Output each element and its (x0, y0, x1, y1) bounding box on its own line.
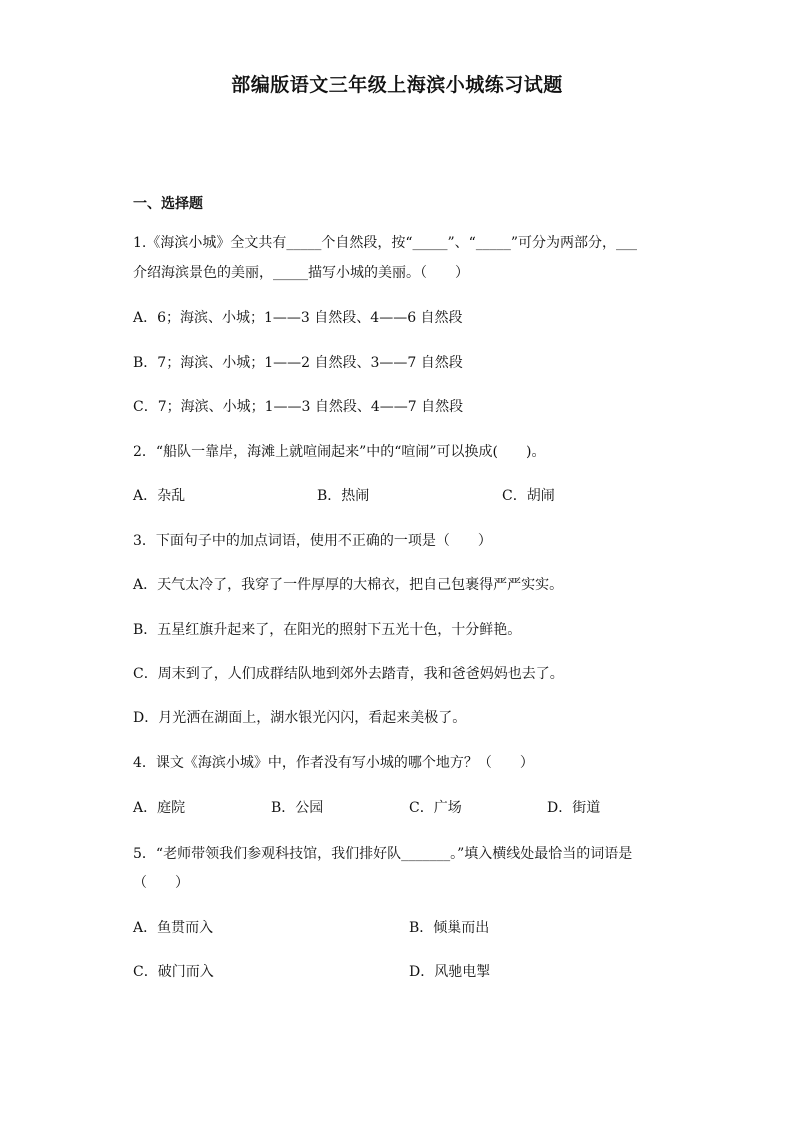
q4-option-b: B．公园 (271, 800, 324, 816)
q5-option-b: B．倾巢而出 (409, 920, 490, 936)
q3-option-c: C．周末到了，人们成群结队地到郊外去踏青，我和爸爸妈妈也去了。 (133, 666, 564, 682)
q3-stem: 3．下面句子中的加点词语，使用不正确的一项是（ ） (133, 533, 492, 549)
q1-option-b: B．7；海滨、小城；1——2 自然段、3——7 自然段 (133, 355, 463, 371)
q3-option-d: D．月光洒在湖面上，湖水银光闪闪，看起来美极了。 (133, 710, 467, 726)
q2-option-b: B．热闹 (317, 488, 370, 504)
q5-option-a: A．鱼贯而入 (133, 920, 214, 936)
q5-stem-line2: （ ） (133, 875, 189, 891)
q4-option-c: C．广场 (409, 800, 462, 816)
q5-stem-line1: 5．“老师带领我们参观科技馆，我们排好队_______。”填入横线处最恰当的词语是 (133, 846, 633, 862)
q1-option-c: C．7；海滨、小城；1——3 自然段、4——7 自然段 (133, 399, 464, 415)
q2-stem: 2．“船队一靠岸，海滩上就喧闹起来”中的“喧闹”可以换成( )。 (133, 444, 546, 460)
q3-option-a: A．天气太冷了，我穿了一件厚厚的大棉衣，把自己包裹得严严实实。 (133, 577, 564, 593)
q1-option-a: A．6；海滨、小城；1——3 自然段、4——6 自然段 (133, 310, 463, 326)
q2-option-c: C．胡闹 (502, 488, 555, 504)
q4-option-d: D．街道 (547, 800, 601, 816)
q1-stem-line2: 介绍海滨景色的美丽，_____描写小城的美丽。（ ） (133, 265, 469, 281)
q3-option-b: B．五星红旗升起来了，在阳光的照射下五光十色，十分鲜艳。 (133, 622, 522, 638)
page-title: 部编版语文三年级上海滨小城练习试题 (231, 74, 563, 96)
q4-stem: 4．课文《海滨小城》中，作者没有写小城的哪个地方？（ ） (133, 755, 534, 771)
q5-option-c: C．破门而入 (133, 964, 214, 980)
q4-option-a: A．庭院 (133, 800, 186, 816)
q5-option-d: D．风驰电掣 (409, 964, 491, 980)
section-heading: 一、选择题 (133, 196, 203, 212)
q1-stem-line1: 1.《海滨小城》全文共有_____个自然段，按“_____”、“_____”可分为两部分，___ (133, 235, 637, 251)
q2-option-a: A．杂乱 (133, 488, 186, 504)
